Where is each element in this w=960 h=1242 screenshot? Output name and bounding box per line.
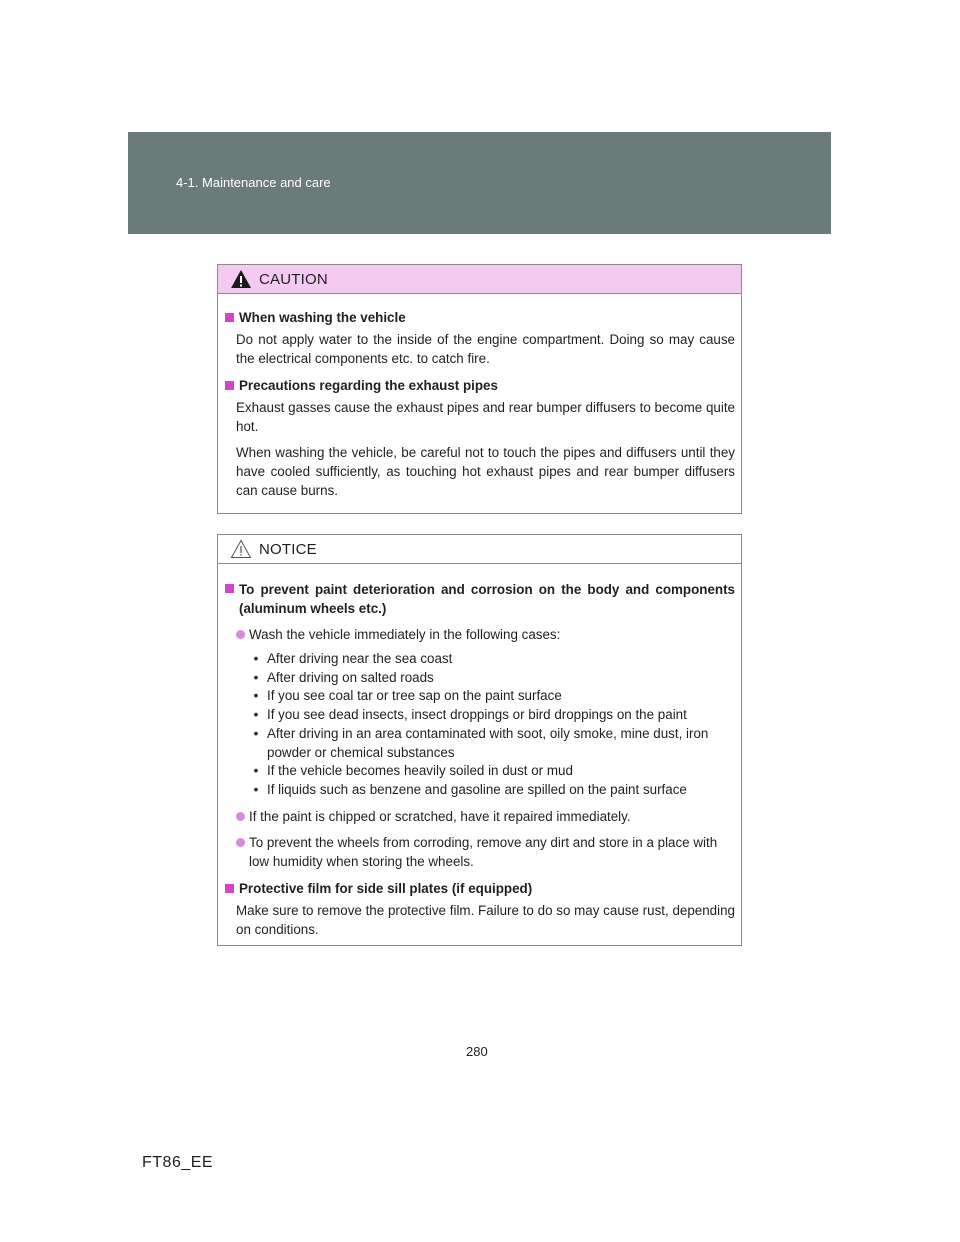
paragraph: Do not apply water to the inside of the engine compartment. Doing so may cause the electrical components etc. to catch fire. [236, 332, 735, 366]
notice-body [218, 564, 741, 939]
section-heading: To prevent paint deterioration and corrosion on the body and components (aluminum wheels etc.) [225, 580, 735, 618]
list-item: • After driving near the sea coast [253, 651, 453, 666]
round-bullet-icon [236, 812, 245, 821]
list-item: Wash the vehicle immediately in the following cases: [225, 625, 735, 644]
round-bullet-icon [236, 630, 245, 639]
footer-code: FT86_EE [142, 1154, 214, 1171]
square-bullet-icon [225, 313, 234, 322]
section-title: 4-1. Maintenance and care [176, 175, 331, 190]
notice-title: NOTICE [259, 541, 317, 558]
section-heading: Precautions regarding the exhaust pipes [225, 376, 735, 395]
paragraph: Exhaust gasses cause the exhaust pipes and rear bumper diffusers to become quite hot. [236, 400, 735, 434]
square-bullet-icon [225, 584, 234, 593]
page-number: 280 [466, 1044, 488, 1059]
square-bullet-icon [225, 884, 234, 893]
warning-icon [230, 269, 252, 289]
list-item: • If you see coal tar or tree sap on the paint surface [253, 688, 562, 704]
case-list [225, 650, 735, 800]
list-item: To prevent the wheels from corroding, remove any dirt and store in a place with low humidity when storing the wheels. [225, 833, 735, 871]
notice-header [218, 535, 741, 564]
paragraph: When washing the vehicle, be careful not to touch the pipes and diffusers until they have cooled sufficiently, as touching hot exhaust pipes and rear bumper diffusers can cause burns. [236, 445, 735, 498]
list-item: If the paint is chipped or scratched, have it repaired immediately. [225, 807, 735, 826]
warning-outline-icon [230, 539, 252, 559]
paragraph: Make sure to remove the protective film. Failure to do so may cause rust, depending on conditions. [236, 902, 735, 937]
caution-header [218, 265, 741, 294]
list-item: • After driving on salted roads [253, 669, 434, 685]
round-bullet-icon [236, 838, 245, 847]
list-item: • After driving in an area contaminated with soot, oily smoke, mine dust, iron powder or chemical substances [253, 725, 709, 760]
list-item: • If you see dead insects, insect droppings or bird droppings on the paint [253, 707, 687, 723]
caution-title: CAUTION [259, 271, 328, 288]
list-item: • If the vehicle becomes heavily soiled in dust or mud [253, 763, 573, 779]
caution-box [217, 264, 742, 514]
square-bullet-icon [225, 381, 234, 390]
section-heading: Protective film for side sill plates (if equipped) [225, 879, 735, 898]
notice-box [217, 534, 742, 946]
header-band [128, 132, 831, 234]
section-heading: When washing the vehicle [225, 308, 735, 327]
list-item: • If liquids such as benzene and gasoline are spilled on the paint surface [253, 781, 687, 797]
caution-body [218, 294, 741, 500]
